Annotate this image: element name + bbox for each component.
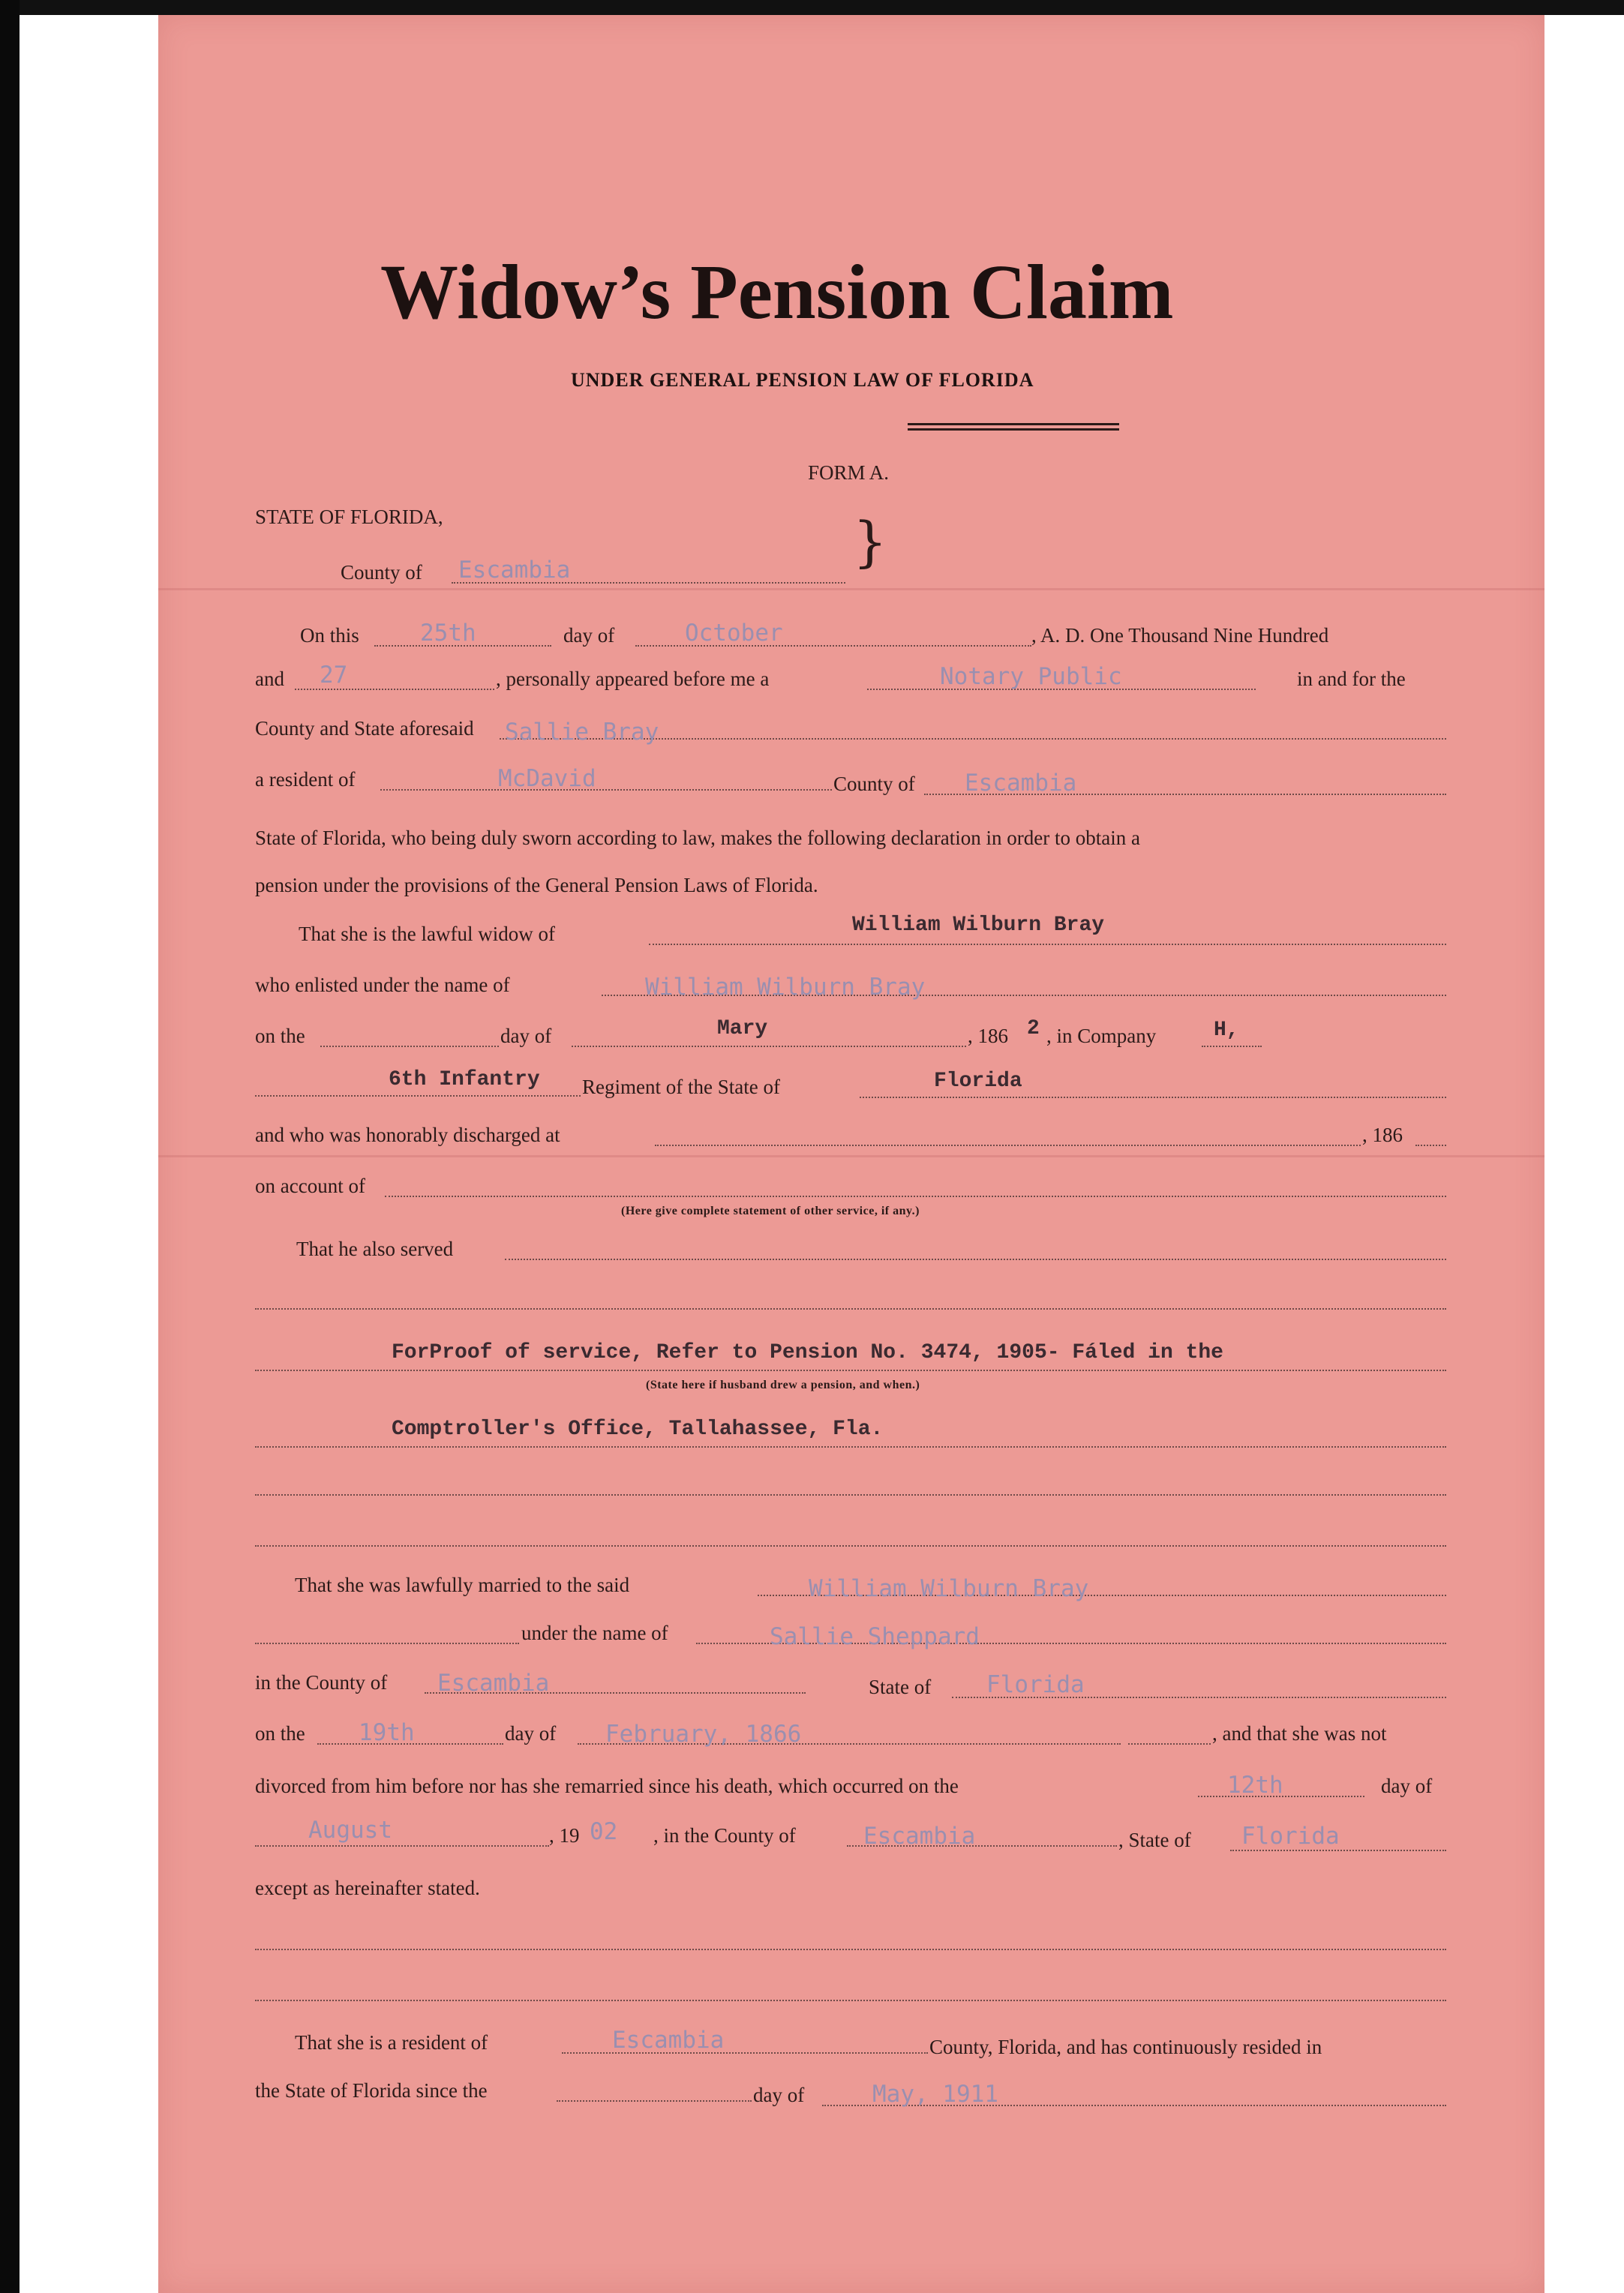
death-month-value: August bbox=[308, 1817, 392, 1844]
since-day-line bbox=[557, 2100, 752, 2102]
and-label: and bbox=[255, 668, 284, 690]
except-line-1 bbox=[255, 1949, 1446, 1950]
death-month-line bbox=[255, 1845, 549, 1847]
on-account-line bbox=[385, 1196, 1446, 1197]
paper-fold bbox=[158, 1155, 1544, 1157]
regiment-state-line bbox=[860, 1097, 1446, 1098]
scan-top-border bbox=[0, 0, 1624, 15]
claimant-name: Sallie Bray bbox=[505, 719, 659, 746]
death-county-value: Escambia bbox=[863, 1823, 976, 1850]
not-divorced-label: , and that she was not bbox=[1212, 1722, 1387, 1745]
scan-left-margin bbox=[20, 15, 158, 2293]
also-served-line bbox=[505, 1259, 1446, 1260]
also-served-label: That he also served bbox=[296, 1238, 454, 1260]
county-florida-label: County, Florida, and has continuously resided in bbox=[929, 2036, 1322, 2058]
proof-line-2 bbox=[255, 1446, 1446, 1448]
ad-label: , A. D. One Thousand Nine Hundred bbox=[1031, 624, 1329, 647]
day-value: 25th bbox=[420, 620, 476, 647]
marriage-on-the-label: on the bbox=[255, 1722, 305, 1745]
form-subtitle: UNDER GENERAL PENSION LAW OF FLORIDA bbox=[571, 369, 1034, 391]
except-line-2 bbox=[255, 2000, 1446, 2001]
enlist-month-value: Mary bbox=[717, 1017, 768, 1040]
death-19-label: , 19 bbox=[549, 1824, 580, 1847]
death-state-value: Florida bbox=[1241, 1823, 1340, 1850]
proof-of-service-text: ForProof of service, Refer to Pension No. 3474, 1905- Fáled in the bbox=[392, 1341, 1223, 1364]
discharged-line bbox=[655, 1145, 1361, 1146]
other-service-hint: (Here give complete statement of other service, if any.) bbox=[621, 1205, 920, 1217]
death-state-line bbox=[1230, 1850, 1446, 1851]
in-and-for-label: in and for the bbox=[1297, 668, 1406, 690]
aforesaid-label: County and State aforesaid bbox=[255, 717, 474, 740]
marriage-state-value: Florida bbox=[986, 1671, 1085, 1698]
year-line bbox=[295, 689, 494, 690]
current-resident-value: Escambia bbox=[612, 2027, 725, 2054]
month-value: October bbox=[685, 620, 783, 647]
residence-county-value: Escambia bbox=[965, 770, 1077, 797]
death-county-label: , in the County of bbox=[653, 1824, 796, 1847]
since-label: the State of Florida since the bbox=[255, 2079, 488, 2102]
on-the-label: on the bbox=[255, 1025, 305, 1047]
marriage-date-extra-line bbox=[1128, 1743, 1211, 1745]
discharged-label: and who was honorably discharged at bbox=[255, 1124, 560, 1146]
marriage-county-label: in the County of bbox=[255, 1671, 388, 1694]
comptroller-text: Comptroller's Office, Tallahassee, Fla. bbox=[392, 1418, 884, 1441]
marriage-date-value: February, 1866 bbox=[605, 1721, 802, 1748]
form-title: Widow’s Pension Claim bbox=[380, 249, 1174, 335]
pension-hint: (State here if husband drew a pension, and when.) bbox=[646, 1379, 920, 1391]
county-value: Escambia bbox=[458, 557, 571, 584]
marriage-day-value: 19th bbox=[359, 1719, 415, 1746]
regiment-state-value: Florida bbox=[934, 1070, 1022, 1093]
married-to-value: William Wilburn Bray bbox=[809, 1575, 1089, 1602]
under-name-pre-line bbox=[255, 1643, 519, 1644]
day-of-label: day of bbox=[563, 624, 615, 647]
pension-claim-form bbox=[158, 15, 1544, 2293]
discharged-186-label: , 186 bbox=[1362, 1124, 1403, 1146]
enlisted-name: William Wilburn Bray bbox=[645, 974, 926, 1001]
except-text: except as hereinafter stated. bbox=[255, 1877, 480, 1899]
paper-fold bbox=[158, 588, 1544, 590]
on-this-label: On this bbox=[300, 624, 359, 647]
death-day-of-label: day of bbox=[1381, 1775, 1433, 1797]
death-state-label: , State of bbox=[1118, 1829, 1191, 1851]
sworn-text-1: State of Florida, who being duly sworn according to law, makes the following declaration in order to obtain a bbox=[255, 827, 1140, 849]
on-account-label: on account of bbox=[255, 1175, 365, 1197]
officer-value: Notary Public bbox=[940, 663, 1122, 690]
regiment-value: 6th Infantry bbox=[389, 1068, 540, 1091]
company-line bbox=[1202, 1046, 1262, 1047]
husband-line bbox=[649, 944, 1446, 945]
widow-of-label: That she is the lawful widow of bbox=[299, 923, 555, 945]
death-day-value: 12th bbox=[1227, 1772, 1283, 1799]
enlist-day-of-label: day of bbox=[500, 1025, 552, 1047]
scan-left-border bbox=[0, 0, 20, 2293]
form-number: FORM A. bbox=[808, 461, 890, 484]
since-date-value: May, 1911 bbox=[872, 2081, 998, 2108]
scan-right-margin bbox=[1544, 15, 1624, 2293]
marriage-state-label: State of bbox=[869, 1676, 932, 1698]
brace-symbol: } bbox=[853, 510, 887, 573]
enlist-year-digit: 2 bbox=[1027, 1017, 1040, 1040]
proof-line bbox=[255, 1370, 1446, 1371]
current-resident-label: That she is a resident of bbox=[295, 2031, 488, 2054]
regiment-label: Regiment of the State of bbox=[582, 1076, 780, 1098]
enlist-186-label: , 186 bbox=[968, 1025, 1008, 1047]
company-value: H, bbox=[1214, 1019, 1239, 1042]
title-divider bbox=[908, 423, 1119, 431]
regiment-line bbox=[255, 1095, 581, 1097]
proof-line-3 bbox=[255, 1494, 1446, 1496]
year-value: 27 bbox=[320, 662, 348, 689]
enlist-day-line bbox=[320, 1046, 499, 1047]
enlist-month-line bbox=[572, 1046, 966, 1047]
divorced-text: divorced from him before nor has she remarried since his death, which occurred on the bbox=[255, 1775, 959, 1797]
marriage-county-value: Escambia bbox=[437, 1670, 550, 1697]
since-day-of-label: day of bbox=[753, 2084, 805, 2106]
county-of-label: County of bbox=[833, 773, 915, 795]
residence-line bbox=[380, 789, 832, 791]
discharged-year-line bbox=[1415, 1145, 1446, 1146]
marriage-day-of-label: day of bbox=[505, 1722, 557, 1745]
husband-name: William Wilburn Bray bbox=[852, 914, 1105, 937]
state-header: STATE OF FLORIDA, bbox=[255, 506, 443, 528]
residence-value: McDavid bbox=[498, 765, 596, 792]
resident-label: a resident of bbox=[255, 768, 356, 791]
sworn-text-2: pension under the provisions of the General Pension Laws of Florida. bbox=[255, 874, 818, 896]
maiden-name-value: Sallie Sheppard bbox=[770, 1623, 980, 1650]
county-label: County of bbox=[341, 561, 422, 584]
proof-line-4 bbox=[255, 1545, 1446, 1547]
enlisted-label: who enlisted under the name of bbox=[255, 974, 510, 996]
also-served-line-2 bbox=[255, 1308, 1446, 1310]
under-name-label: under the name of bbox=[521, 1622, 668, 1644]
company-label: , in Company bbox=[1046, 1025, 1157, 1047]
married-label: That she was lawfully married to the said bbox=[295, 1574, 630, 1596]
death-year-value: 02 bbox=[590, 1818, 618, 1845]
appeared-label: , personally appeared before me a bbox=[496, 668, 770, 690]
